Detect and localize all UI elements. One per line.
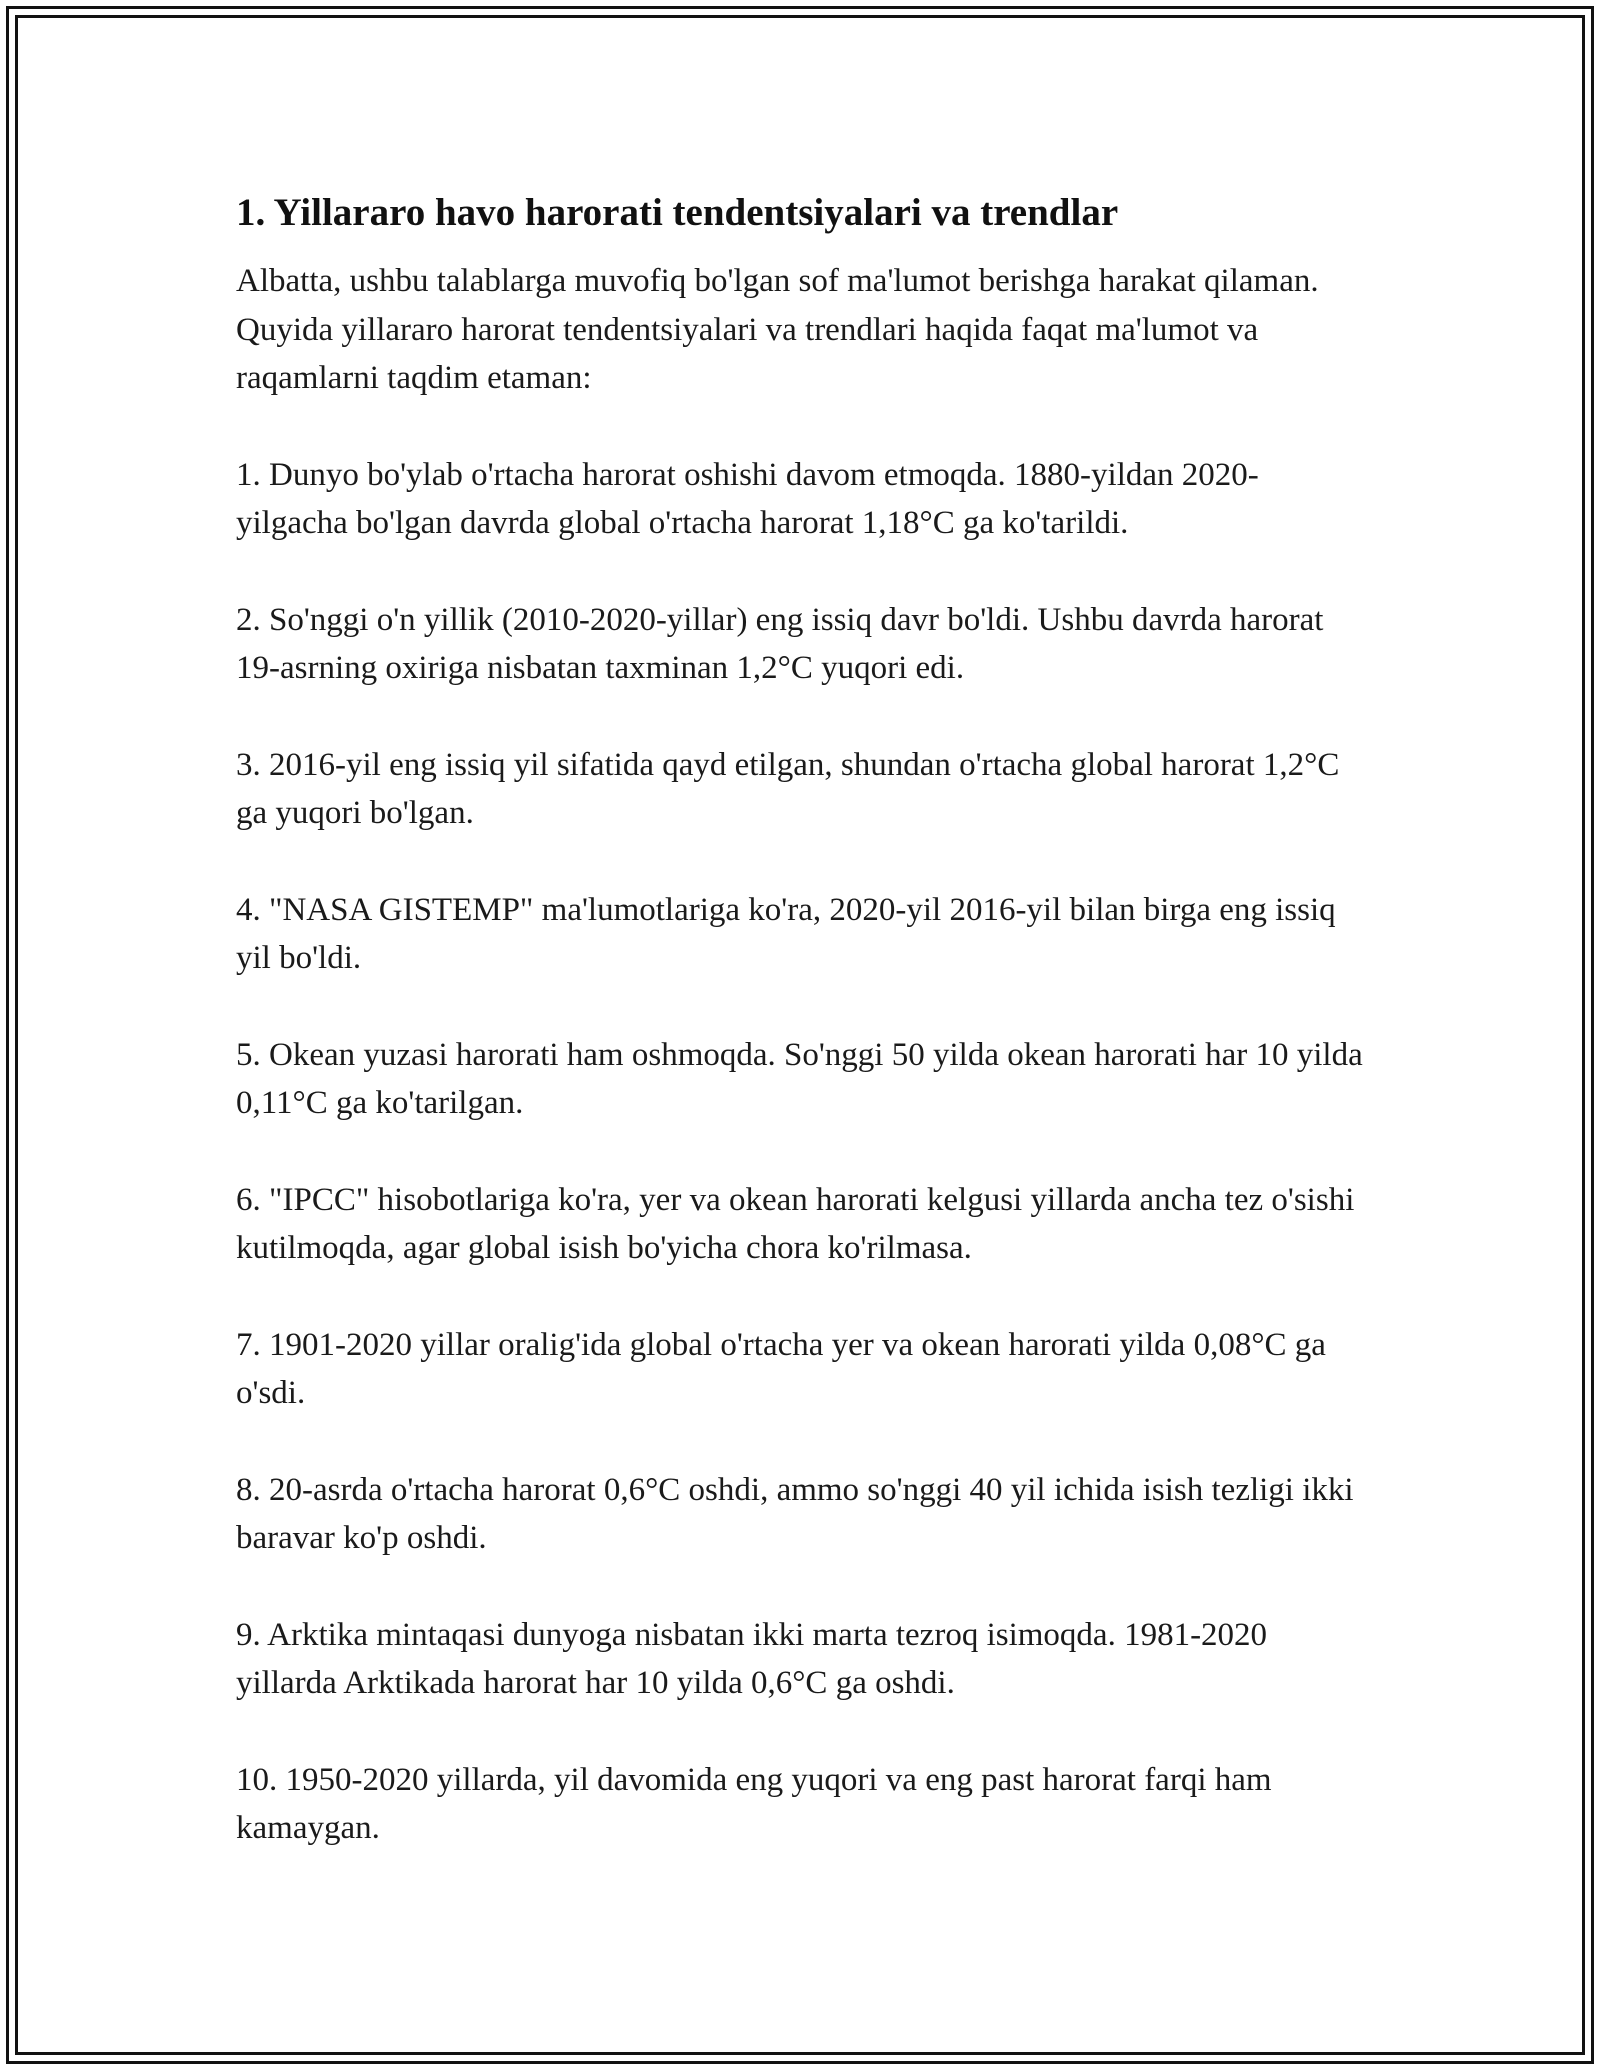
list-item-8: 8. 20-asrda o'rtacha harorat 0,6°C oshdi, ammo so'nggi 40 yil ichida isish tezligi ikki baravar ko'p oshdi. xyxy=(236,1471,1354,1556)
list-item-7: 7. 1901-2020 yillar oralig'ida global o'rtacha yer va okean harorati yilda 0,08°C ga o'sdi. xyxy=(236,1326,1326,1411)
list-item-4: 4. "NASA GISTEMP" ma'lumotlariga ko'ra, 2020-yil 2016-yil bilan birga eng issiq yil bo'ldi. xyxy=(236,891,1336,976)
document-body xyxy=(236,187,1366,1853)
list-item-6: 6. "IPCC" hisobotlariga ko'ra, yer va okean harorati kelgusi yillarda ancha tez o'sishi kutilmoqda, agar global isish bo'yicha chora ko'rilmasa. xyxy=(236,1181,1355,1266)
intro-paragraph: Albatta, ushbu talablarga muvofiq bo'lgan sof ma'lumot berishga harakat qilaman. Quyida yillararo harorat tendentsiyalari va trendlari haqida faqat ma'lumot va raqamlarni taqdim etaman: xyxy=(236,263,1319,396)
list-item-2: 2. So'nggi o'n yillik (2010-2020-yillar) eng issiq davr bo'ldi. Ushbu davrda harorat 19-asrning oxiriga nisbatan taxminan 1,2°C yuqori edi. xyxy=(236,601,1324,686)
list-item-3: 3. 2016-yil eng issiq yil sifatida qayd etilgan, shundan o'rtacha global harorat 1,2°C ga yuqori bo'lgan. xyxy=(236,746,1340,831)
list-item-1: 1. Dunyo bo'ylab o'rtacha harorat oshishi davom etmoqda. 1880-yildan 2020-yilgacha bo'lgan davrda global o'rtacha harorat 1,18°C ga ko'tarildi. xyxy=(236,456,1259,541)
document-heading: 1. Yillararo havo harorati tendentsiyalari va trendlar xyxy=(236,191,1119,234)
list-item-9: 9. Arktika mintaqasi dunyoga nisbatan ikki marta tezroq isimoqda. 1981-2020 yillarda Arktikada harorat har 10 yilda 0,6°C ga oshdi. xyxy=(236,1616,1268,1701)
list-item-5: 5. Okean yuzasi harorati ham oshmoqda. So'nggi 50 yilda okean harorati har 10 yilda 0,11°C ga ko'tarilgan. xyxy=(236,1036,1363,1121)
list-item-10: 10. 1950-2020 yillarda, yil davomida eng yuqori va eng past harorat farqi ham kamaygan. xyxy=(236,1761,1272,1846)
